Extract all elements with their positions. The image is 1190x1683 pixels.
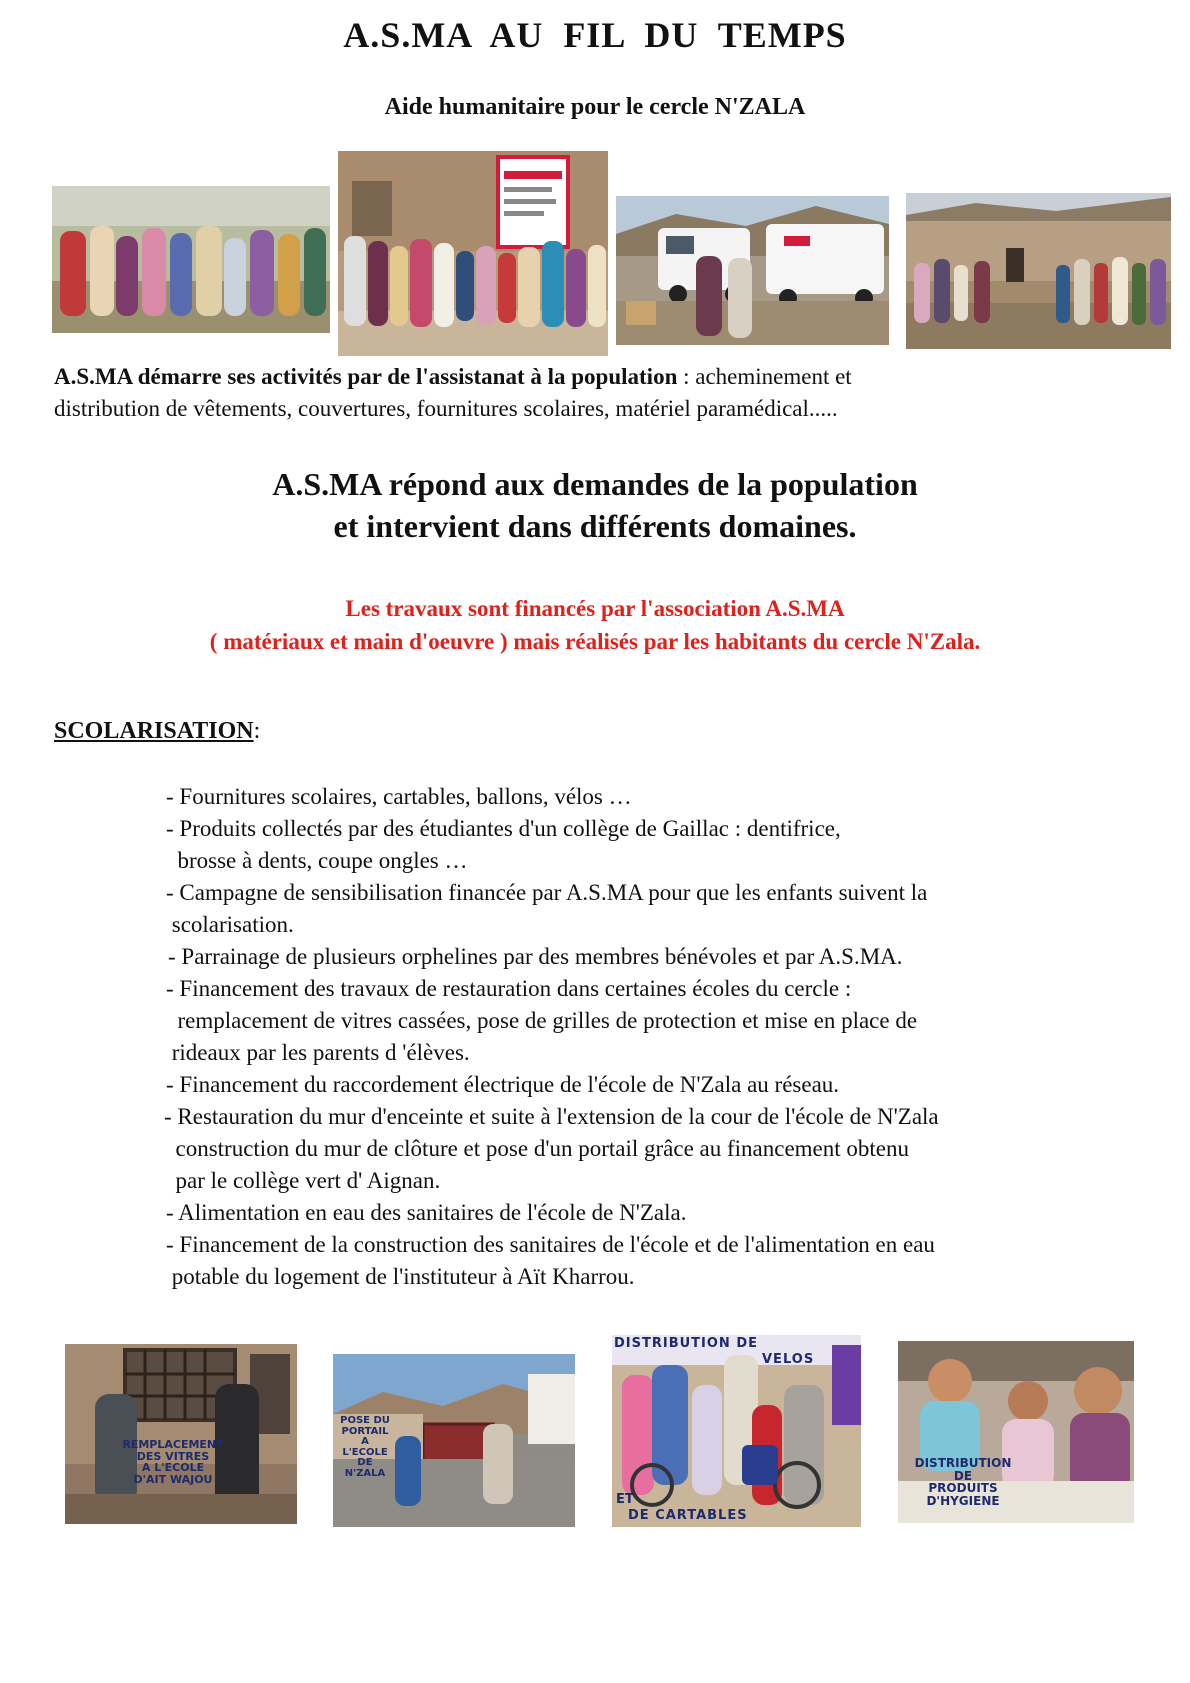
- caption-school-gate: [335, 1416, 395, 1479]
- intro-text-continuation: : acheminement et: [677, 364, 852, 389]
- list-item-line: - Produits collectés par des étudiantes d'un collège de Gaillac : dentifrice,: [166, 816, 841, 841]
- intro-text-line2: distribution de vêtements, couvertures, fournitures scolaires, matériel paramédical.....: [54, 396, 838, 421]
- photo-bike-distribution: [612, 1335, 861, 1527]
- list-item-line: - Financement du raccordement électrique de l'école de N'Zala au réseau.: [166, 1072, 840, 1097]
- caption-bike-bottom2: DE CARTABLES: [628, 1508, 748, 1523]
- caption-line: PRODUITS: [928, 1481, 998, 1496]
- caption-line: D'AIT WAJOU: [133, 1472, 213, 1486]
- list-item-line: construction du mur de clôture et pose d'un portail grâce au financement obtenu: [164, 1136, 910, 1161]
- photo-window-replacement: [65, 1344, 297, 1524]
- list-item-line: brosse à dents, coupe ongles …: [166, 848, 468, 873]
- list-item-line: scolarisation.: [166, 912, 294, 937]
- caption-line: A L'ECOLE: [141, 1461, 205, 1475]
- list-item: [0, 813, 1190, 877]
- list-item: [0, 973, 1190, 1069]
- list-item: [0, 1069, 1190, 1101]
- photo-vans-distribution: [616, 196, 889, 345]
- caption-line: L'ECOLE: [342, 1446, 388, 1458]
- list-item-line: - Financement de la construction des sanitaires de l'école et de l'alimentation en eau: [166, 1232, 935, 1257]
- photo-crowd-near-building: [906, 193, 1171, 349]
- funding-line1: Les travaux sont financés par l'association A.S.MA: [345, 596, 845, 621]
- caption-window-replacement: [113, 1439, 233, 1485]
- list-item: [0, 781, 1190, 813]
- list-item-line: - Alimentation en eau des sanitaires de l'école de N'Zala.: [166, 1200, 687, 1225]
- caption-line: DE: [953, 1468, 973, 1483]
- list-item: [0, 877, 1190, 941]
- section-title: SCOLARISATION: [54, 718, 254, 744]
- caption-line: DISTRIBUTION: [914, 1456, 1012, 1470]
- list-item-line: - Fournitures scolaires, cartables, ballons, vélos …: [166, 784, 632, 809]
- list-item: [0, 941, 1190, 973]
- headline-line2: et intervient dans différents domaines.: [333, 508, 857, 544]
- page-subtitle: Aide humanitaire pour le cercle N'ZALA: [384, 94, 806, 120]
- list-item-line: rideaux par les parents d 'élèves.: [166, 1040, 470, 1065]
- photo-school-gate: [333, 1354, 575, 1527]
- list-item-line: - Campagne de sensibilisation financée par A.S.MA pour que les enfants suivent la: [166, 880, 928, 905]
- section-heading: [54, 718, 260, 745]
- photo-group-with-banner: [338, 151, 608, 356]
- list-item: [0, 1101, 1190, 1197]
- headline-line1: A.S.MA répond aux demandes de la population: [272, 466, 918, 502]
- list-item-line: potable du logement de l'instituteur à Aït Kharrou.: [166, 1264, 635, 1289]
- caption-line: PORTAIL: [341, 1425, 389, 1437]
- photo-women-children-gathering: [52, 186, 330, 333]
- list-item-line: - Parrainage de plusieurs orphelines par des membres bénévoles et par A.S.MA.: [168, 944, 903, 969]
- list-item-line: - Restauration du mur d'enceinte et suite à l'extension de la cour de l'école de N'Zala: [164, 1104, 939, 1129]
- caption-line: DES VITRES: [136, 1449, 210, 1463]
- list-item: [0, 1229, 1190, 1293]
- funding-note: [0, 592, 1190, 658]
- caption-bike-bottom1: ET: [616, 1492, 634, 1507]
- caption-line: A: [361, 1436, 369, 1447]
- caption-line: DE: [357, 1457, 373, 1468]
- caption-line: POSE DU: [340, 1415, 390, 1426]
- caption-line: D'HYGIENE: [926, 1493, 1000, 1508]
- list-item-line: - Financement des travaux de restauration dans certaines écoles du cercle :: [166, 976, 852, 1001]
- scolarisation-list: [0, 781, 1190, 1293]
- section-title-colon: :: [253, 718, 261, 744]
- intro-bold-text: A.S.MA démarre ses activités par de l'assistanat à la population: [54, 364, 678, 389]
- intro-paragraph: [54, 361, 1144, 425]
- caption-bike-top2: VELOS: [762, 1352, 815, 1367]
- list-item-line: remplacement de vitres cassées, pose de grilles de protection et mise en place de: [166, 1008, 918, 1033]
- list-item: [0, 1197, 1190, 1229]
- page-title: A.S.MA AU FIL DU TEMPS: [343, 15, 847, 55]
- headline: [0, 463, 1190, 547]
- caption-bike-top: DISTRIBUTION DE: [614, 1336, 759, 1351]
- photo-hygiene-distribution: [898, 1341, 1134, 1523]
- caption-hygiene: [898, 1457, 1028, 1507]
- list-item-line: par le collège vert d' Aignan.: [164, 1168, 441, 1193]
- funding-line2: ( matériaux et main d'oeuvre ) mais réalisés par les habitants du cercle N'Zala.: [209, 629, 981, 654]
- caption-line: REMPLACEMENT: [122, 1438, 224, 1451]
- caption-line: N'ZALA: [344, 1467, 386, 1479]
